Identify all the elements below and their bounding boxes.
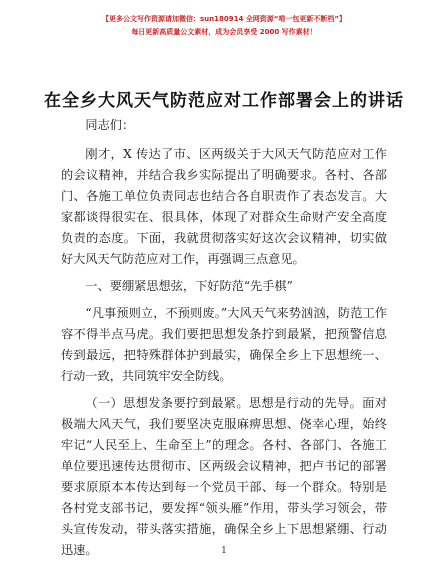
banner-line-2: 每日更新高质量公文素材，成为会员享受 2000 写作素材！	[131, 28, 317, 36]
page-number: 1	[221, 546, 227, 556]
salutation: 同志们：	[85, 118, 135, 132]
document-title: 在全乡大风天气防范应对工作部署会上的讲话	[44, 91, 404, 111]
paragraph-quote: “凡事预则立，不预则废。”大风天气来势汹汹，防范工作容不得半点马虎。我们要把思想发条拧到最紧，把预警信息传到最远，把特殊群体护到最实，确保全乡上下思想统一、行动一致，共同筑牢安全防线。	[61, 306, 387, 383]
banner-line-1: 【更多公文写作资源请加微信：sun180914 全网资源“啃一包更新不断档”】	[102, 15, 346, 23]
document-body	[61, 115, 387, 561]
header-banner	[0, 13, 448, 39]
paragraph-opening: 刚才，X 传达了市、区两级关于大风天气防范应对工作的会议精神，并结合我乡实际提出了明确要求。各村、各部门、各施工单位负责同志也结合各自职责作了表态发言。大家都谈得很实在、很具体，体现了对群众生命财产安全高度负责的态度。下面，我就贯彻落实好这次会议精神，切实做好大风天气防范应对工作，再强调三点意见。	[61, 147, 387, 266]
section-heading-1: 一、要绷紧思想弦，下好防范“先手棋”	[85, 279, 293, 293]
paragraph-point-1: （一）思想发条要拧到最紧。思想是行动的先导。面对极端大风天气，我们要坚决克服麻痹思想、侥幸心理，始终牢记“人民至上、生命至上”的理念。各村、各部门、各施工单位要迅速传达贯彻市、区两级会议精神，把卢书记的部署要求原原本本传达到每一个党员干部、每一个群众。特别是各村党支部书记，要发挥“领头雁”作用，带头学习领会，带头宣传发动，带头落实措施，确保全乡上下思想紧绷、行动迅速。	[61, 396, 387, 557]
